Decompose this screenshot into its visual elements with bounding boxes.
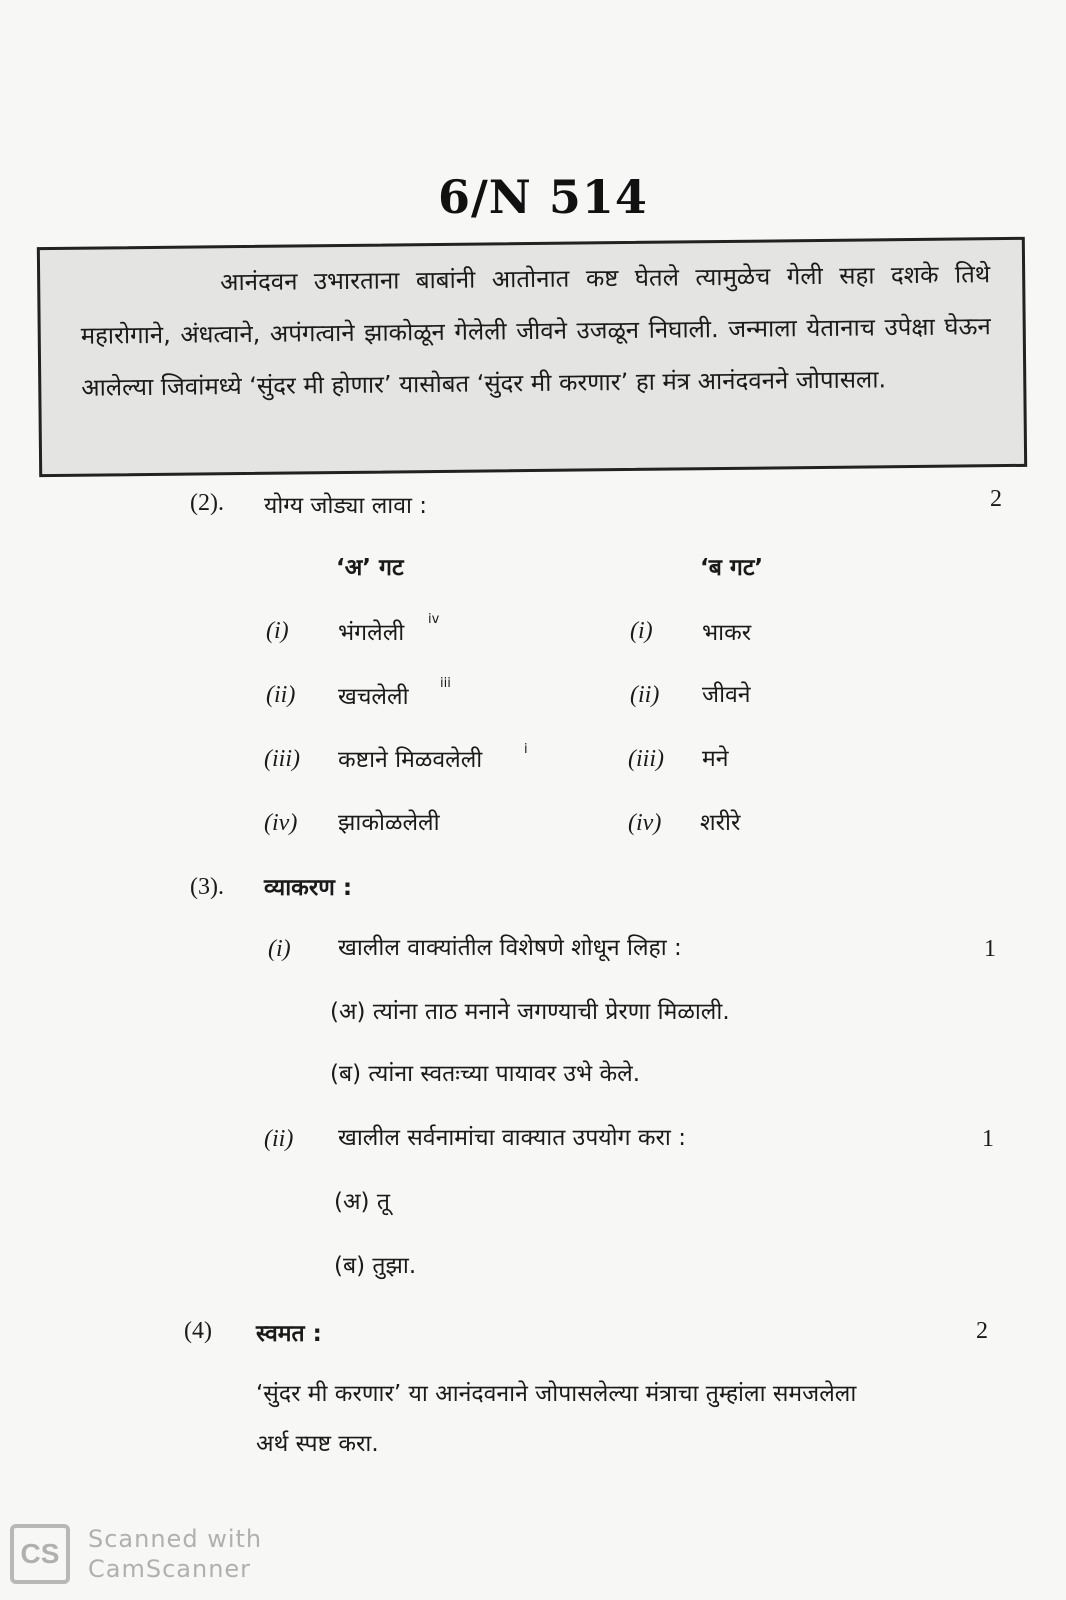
q3-i-marks: 1 bbox=[984, 936, 996, 962]
row-b-num: (ii) bbox=[630, 682, 660, 708]
q3-i-item-b: (ब) त्यांना स्वतःच्या पायावर उभे केले. bbox=[330, 1061, 641, 1087]
q4-line1: ‘सुंदर मी करणार’ या आनंदवनाने जोपासलेल्या मंत्राचा तुम्हांला समजलेला bbox=[256, 1381, 857, 1407]
q3-number: (3). bbox=[190, 874, 224, 900]
q3-ii-text: खालील सर्वनामांचा वाक्यात उपयोग करा : bbox=[338, 1125, 686, 1151]
row-b-num: (i) bbox=[630, 618, 653, 644]
row-b-text: मने bbox=[702, 746, 729, 772]
q3-i-num: (i) bbox=[268, 936, 291, 962]
row-a-text: भंगलेली bbox=[338, 620, 405, 646]
row-annotation: iii bbox=[440, 676, 451, 691]
row-b-text: शरीरे bbox=[700, 810, 741, 836]
q4-line2: अर्थ स्पष्ट करा. bbox=[256, 1431, 379, 1457]
row-a-num: (i) bbox=[266, 618, 289, 644]
page-code: 6/N 514 bbox=[438, 170, 648, 224]
passage-box bbox=[37, 237, 1027, 477]
camscanner-watermark bbox=[10, 1524, 262, 1584]
row-annotation: i bbox=[524, 742, 528, 757]
q2-title: योग्य जोड्या लावा : bbox=[264, 493, 428, 519]
row-b-text: जीवने bbox=[702, 682, 751, 708]
q3-ii-item-b: (ब) तुझा. bbox=[334, 1253, 417, 1279]
row-b-num: (iii) bbox=[628, 746, 664, 772]
watermark-line1: Scanned with bbox=[88, 1525, 263, 1553]
q4-title: स्वमत : bbox=[256, 1321, 322, 1347]
row-a-text: खचलेली bbox=[338, 684, 409, 710]
q3-i-text: खालील वाक्यांतील विशेषणे शोधून लिहा : bbox=[338, 935, 682, 961]
row-annotation: iv bbox=[428, 612, 440, 627]
row-b-text: भाकर bbox=[702, 620, 752, 646]
passage-text: आनंदवन उभारताना बाबांनी आतोनात कष्ट घेतले त्यामुळेच गेली सहा दशके तिथे महारोगाने, अंधत्वाने, अपंगत्वाने झाकोळून गेलेली जीवने उजळून निघाली. जन्माला येतानाच उपेक्षा घेऊन आलेल्या जिवांमध्ये ‘सुंदर मी होणार’ यासोबत ‘सुंदर मी करणार’ हा मंत्र आनंदवनने जोपासला. bbox=[80, 260, 991, 402]
col-b-header: ‘ब गट’ bbox=[700, 555, 764, 581]
camscanner-logo-icon: CS bbox=[10, 1524, 70, 1584]
row-a-num: (ii) bbox=[266, 682, 296, 708]
q4-number: (4) bbox=[184, 1318, 212, 1344]
row-a-num: (iii) bbox=[264, 746, 300, 772]
q3-i-item-a: (अ) त्यांना ताठ मनाने जगण्याची प्रेरणा मिळाली. bbox=[330, 999, 730, 1025]
q3-ii-marks: 1 bbox=[982, 1126, 994, 1152]
row-a-text: कष्टाने मिळवलेली bbox=[338, 747, 483, 773]
q2-marks: 2 bbox=[990, 486, 1002, 512]
q3-ii-num: (ii) bbox=[264, 1126, 294, 1152]
q3-title: व्याकरण : bbox=[264, 875, 353, 901]
watermark-line2: CamScanner bbox=[88, 1555, 252, 1583]
q2-number: (2). bbox=[190, 490, 224, 516]
q3-ii-item-a: (अ) तू bbox=[334, 1189, 390, 1215]
row-a-num: (iv) bbox=[264, 810, 298, 836]
col-a-header: ‘अ’ गट bbox=[336, 555, 404, 581]
q4-marks: 2 bbox=[976, 1318, 988, 1344]
row-a-text: झाकोळलेली bbox=[338, 810, 440, 836]
row-b-num: (iv) bbox=[628, 810, 662, 836]
